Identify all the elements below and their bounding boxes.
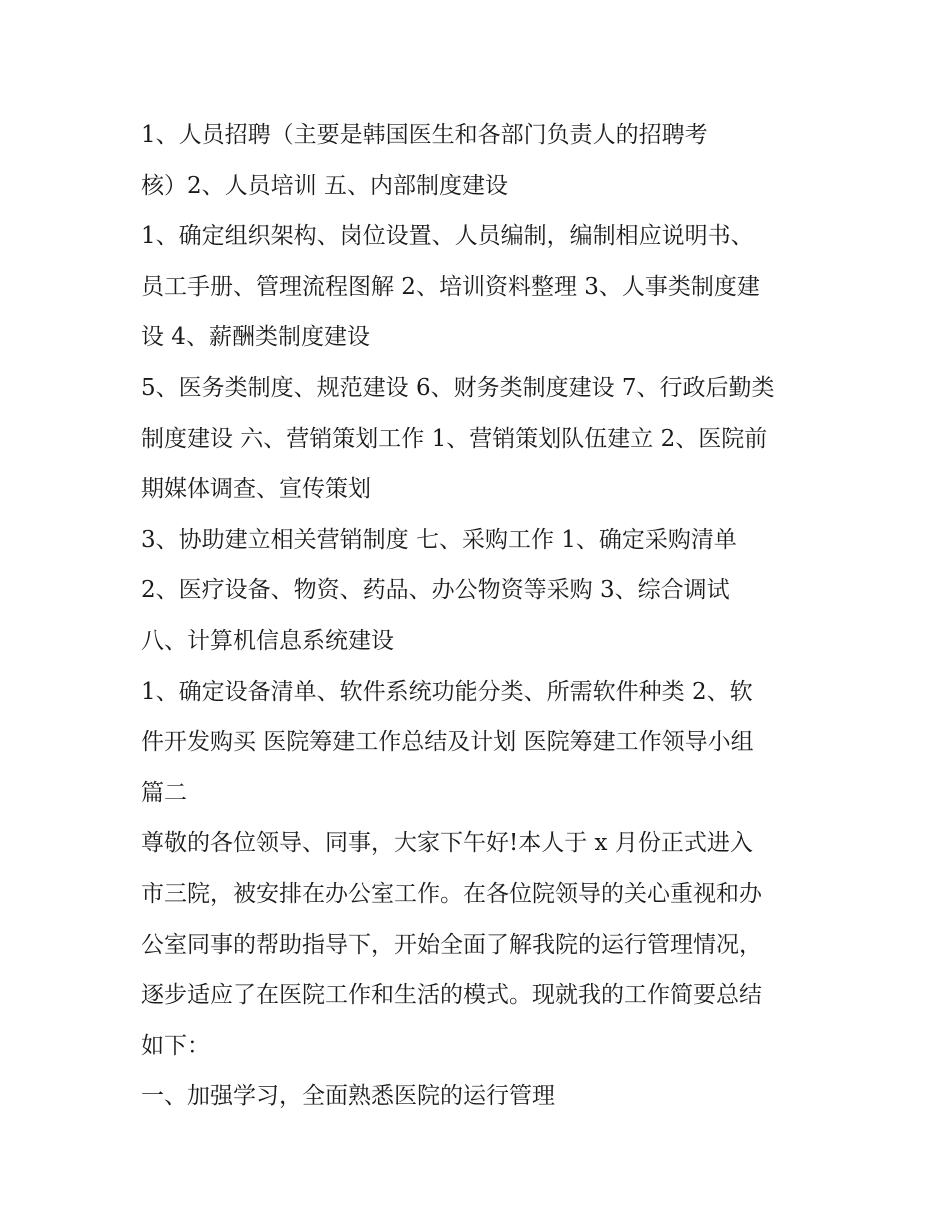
- text-line: 尊敬的各位领导、同事，大家下午好!本人于 x 月份正式进入: [141, 830, 753, 857]
- text-line: 市三院，被安排在办公室工作。在各位院领导的关心重视和办: [141, 880, 762, 907]
- text-line: 5、医务类制度、规范建设 6、财务类制度建设 7、行政后勤类: [141, 374, 775, 401]
- text-line: 如下：: [141, 1032, 210, 1059]
- text-line: 员工手册、管理流程图解 2、培训资料整理 3、人事类制度建: [141, 273, 760, 300]
- text-line: 期媒体调查、宣传策划: [141, 476, 371, 503]
- text-line: 3、协助建立相关营销制度 七、采购工作 1、确定采购清单: [141, 526, 737, 553]
- text-line: 1、确定设备清单、软件系统功能分类、所需软件种类 2、软: [141, 678, 753, 705]
- section-heading: 一、加强学习，全面熟悉医院的运行管理: [141, 1083, 555, 1110]
- text-line: 核）2、人员培训 五、内部制度建设: [141, 172, 508, 199]
- text-line: 1、人员招聘（主要是韩国医生和各部门负责人的招聘考: [141, 122, 708, 148]
- text-line: 设 4、薪酬类制度建设: [141, 324, 370, 351]
- text-line: 2、医疗设备、物资、药品、办公物资等采购 3、综合调试: [141, 577, 730, 604]
- text-line: 制度建设 六、营销策划工作 1、营销策划队伍建立 2、医院前: [141, 425, 768, 452]
- text-line: 1、确定组织架构、岗位设置、人员编制，编制相应说明书、: [141, 223, 754, 250]
- text-line: 公室同事的帮助指导下，开始全面了解我院的运行管理情况，: [141, 931, 762, 958]
- text-line: 件开发购买 医院筹建工作总结及计划 医院筹建工作领导小组: [141, 729, 754, 756]
- document-body: [141, 110, 821, 1122]
- section-heading: 篇二: [141, 779, 187, 806]
- text-line: 八、计算机信息系统建设: [141, 627, 394, 654]
- text-line: 逐步适应了在医院工作和生活的模式。现就我的工作简要总结: [141, 982, 762, 1009]
